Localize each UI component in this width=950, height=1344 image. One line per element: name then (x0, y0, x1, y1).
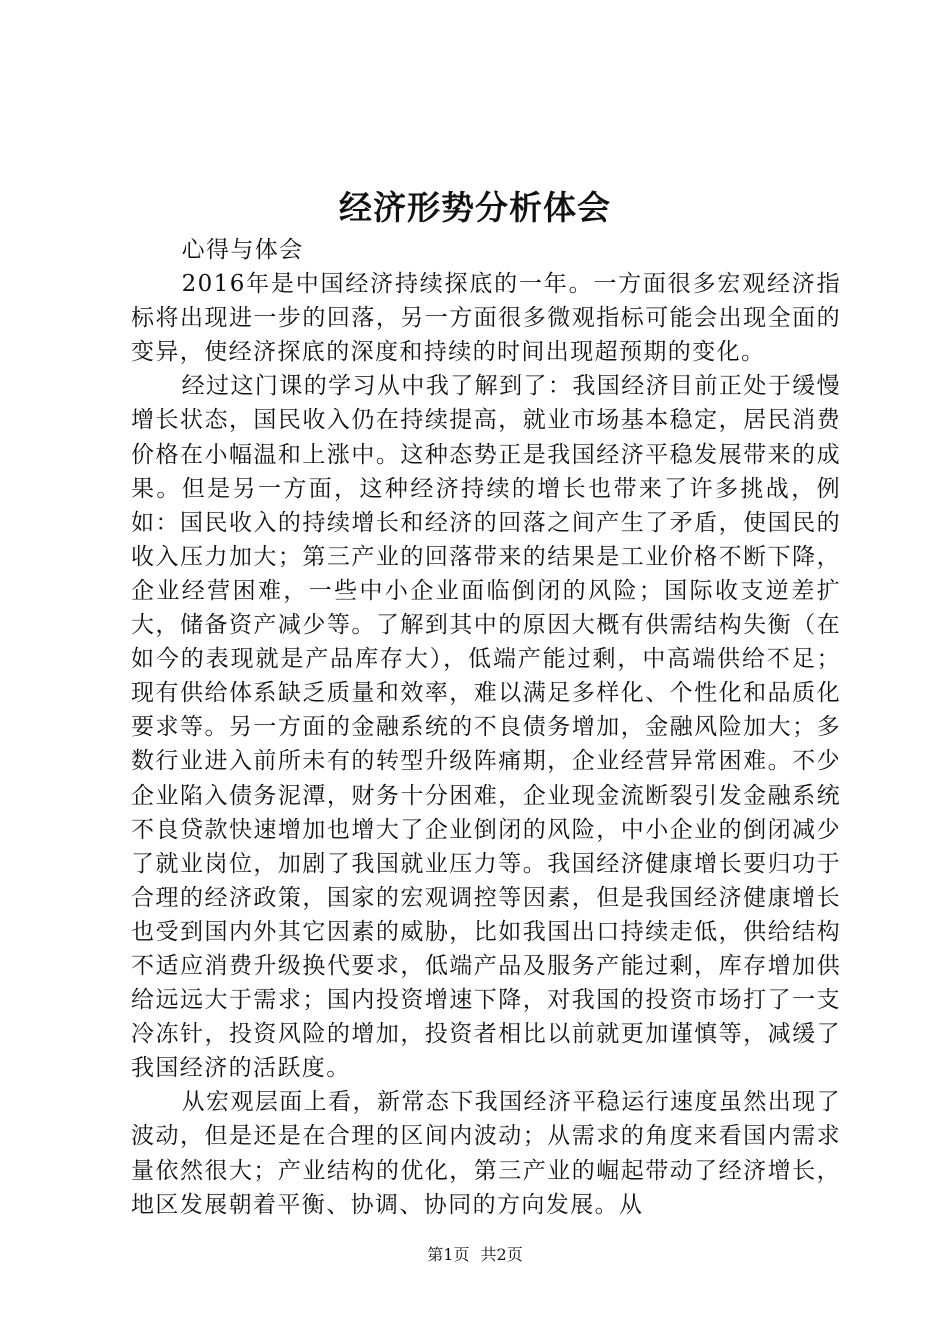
page-total: 共2页 (480, 1245, 523, 1264)
paragraph: 经过这门课的学习从中我了解到了：我国经济目前正处于缓慢增长状态，国民收入仍在持续提高，就业市场基本稳定，居民消费价格在小幅温和上涨中。这种态势正是我国经济平稳发展带来的成果。但是另一方面，这种经济持续的增长也带来了许多挑战，例如：国民收入的持续增长和经济的回落之间产生了矛盾，使国民的收入压力加大；第三产业的回落带来的结果是工业价格不断下降，企业经营困难，一些中小企业面临倒闭的风险；国际收支逆差扩大，储备资产减少等。了解到其中的原因大概有供需结构失衡（在如今的表现就是产品库存大），低端产能过剩，中高端供给不足；现有供给体系缺乏质量和效率，难以满足多样化、个性化和品质化要求等。另一方面的金融系统的不良债务增加，金融风险加大；多数行业进入前所未有的转型升级阵痛期，企业经营异常困难。不少企业陷入债务泥潭，财务十分困难，企业现金流断裂引发金融系统不良贷款快速增加也增大了企业倒闭的风险，中小企业的倒闭减少了就业岗位，加剧了我国就业压力等。我国经济健康增长要归功于合理的经济政策，国家的宏观调控等因素，但是我国经济健康增长也受到国内外其它因素的威胁，比如我国出口持续走低，供给结构不适应消费升级换代要求，低端产品及服务产能过剩，库存增加供给远远大于需求；国内投资增速下降，对我国的投资市场打了一支冷冻针，投资风险的增加，投资者相比以前就更加谨慎等，减缓了我国经济的活跃度。 (131, 373, 841, 1082)
document-title: 经济形势分析体会 (339, 188, 611, 227)
page-footer (0, 1243, 950, 1267)
page-number: 第1页 (427, 1245, 470, 1264)
paragraph: 从宏观层面上看，新常态下我国经济平稳运行速度虽然出现了波动，但是还是在合理的区间内波动；从需求的角度来看国内需求量依然很大；产业结构的优化，第三产业的崛起带动了经济增长，地区发展朝着平衡、协调、协同的方向发展。从 (131, 1089, 841, 1218)
paragraph: 心得与体会 (181, 237, 304, 263)
document-body (131, 233, 841, 1222)
paragraph: 2016年是中国经济持续探底的一年。一方面很多宏观经济指标将出现进一步的回落，另一方面很多微观指标可能会出现全面的变异，使经济探底的深度和持续的时间出现超预期的变化。 (131, 271, 841, 366)
